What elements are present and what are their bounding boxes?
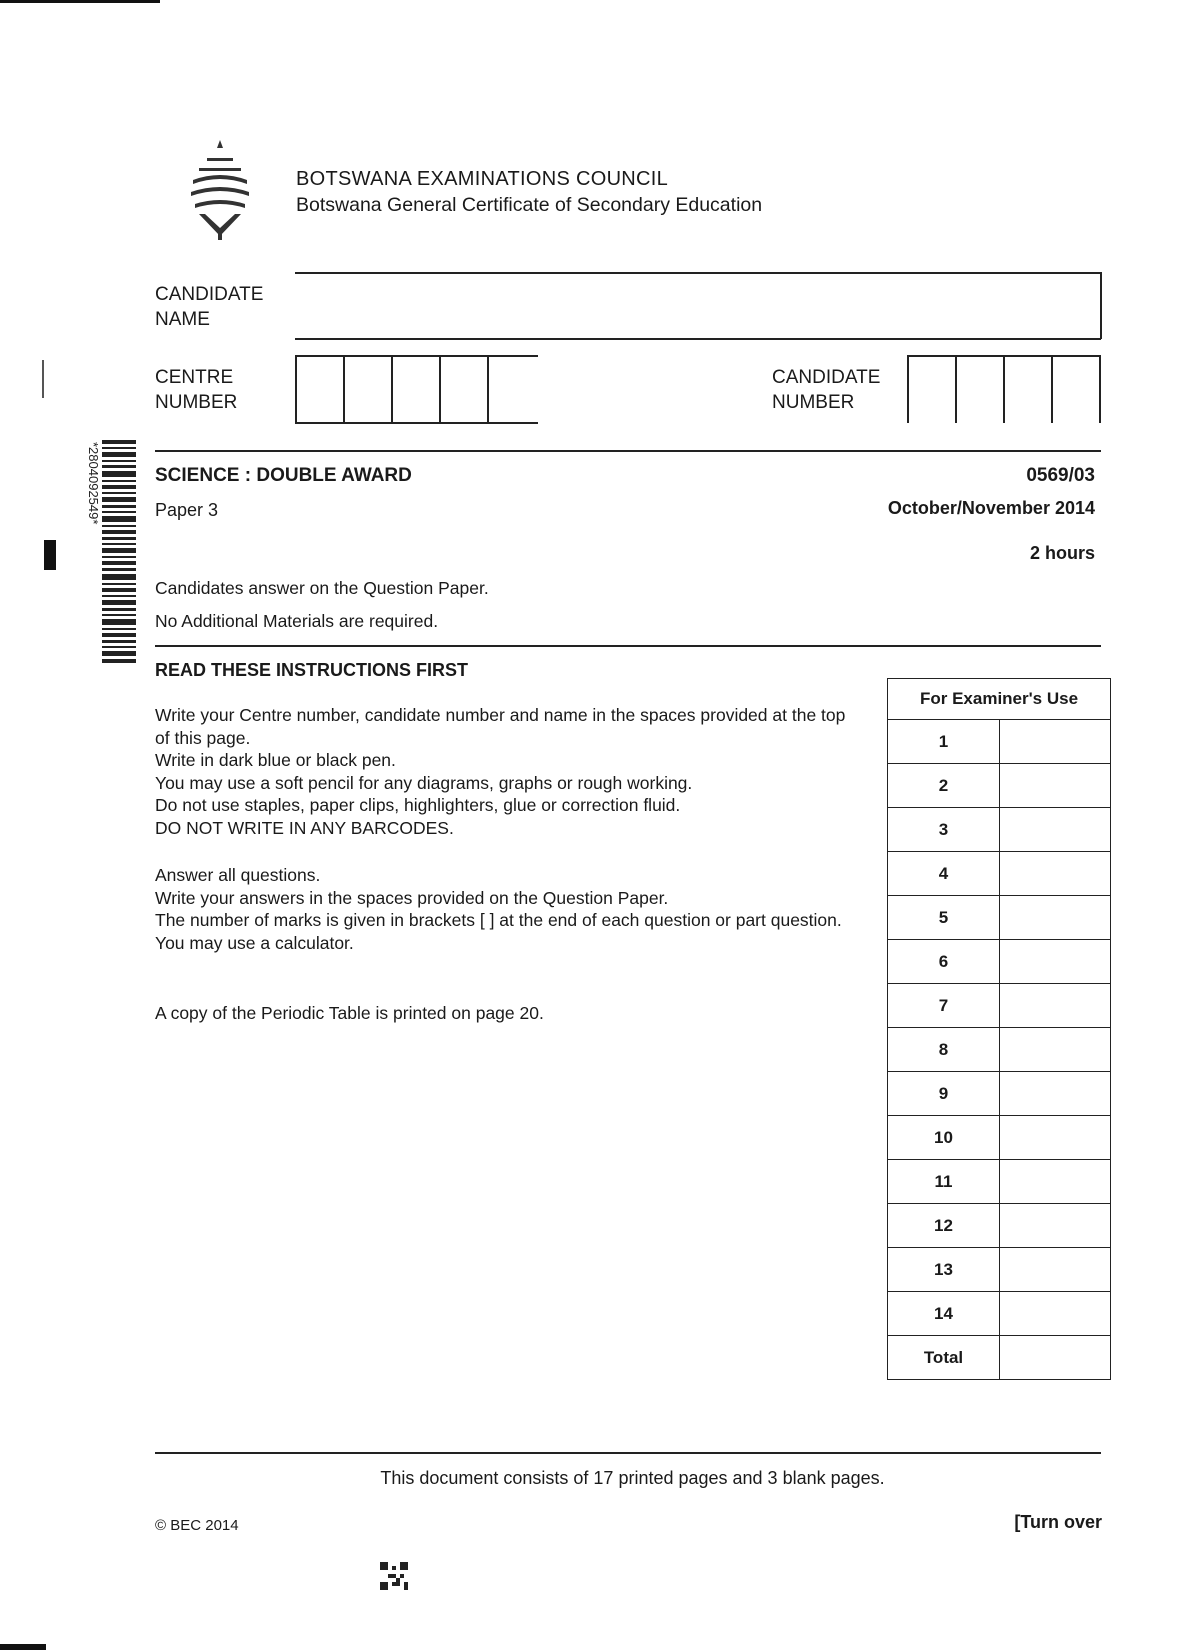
- divider-middle: [155, 645, 1101, 647]
- question-number: 14: [888, 1292, 1000, 1336]
- barcode-icon: [80, 440, 140, 665]
- qr-code-icon: [380, 1562, 408, 1590]
- table-row: [888, 1028, 1111, 1072]
- instruction-line: DO NOT WRITE IN ANY BARCODES.: [155, 817, 454, 838]
- table-row: [888, 720, 1111, 764]
- materials-note: No Additional Materials are required.: [155, 611, 439, 631]
- instruction-line: Answer all questions.: [155, 865, 321, 885]
- table-row: [888, 984, 1111, 1028]
- table-row: [888, 1072, 1111, 1116]
- table-row: [888, 1248, 1111, 1292]
- mark-cell[interactable]: [1000, 764, 1111, 808]
- candidate-name-label: CANDIDATE NAME: [155, 284, 264, 330]
- council-name: BOTSWANA EXAMINATIONS COUNCIL: [296, 168, 669, 190]
- mark-cell[interactable]: [1000, 896, 1111, 940]
- bec-logo-icon: [185, 140, 255, 245]
- question-number: 10: [888, 1116, 1000, 1160]
- examiner-table-title: For Examiner's Use: [888, 679, 1111, 720]
- instructions-block-3: [155, 1002, 855, 1025]
- mark-cell[interactable]: [1000, 1116, 1111, 1160]
- mark-cell[interactable]: [1000, 808, 1111, 852]
- question-number: 7: [888, 984, 1000, 1028]
- mark-cell[interactable]: [1000, 984, 1111, 1028]
- scan-tick: [42, 360, 44, 398]
- instructions-heading: READ THESE INSTRUCTIONS FIRST: [155, 660, 469, 680]
- question-number: 13: [888, 1248, 1000, 1292]
- total-cell[interactable]: [1000, 1336, 1111, 1380]
- centre-number-label: CENTRE NUMBER: [155, 367, 238, 413]
- table-row: [888, 940, 1111, 984]
- paper-number: Paper 3: [155, 500, 219, 520]
- mark-cell[interactable]: [1000, 940, 1111, 984]
- page-count-note: This document consists of 17 printed pages and 3 blank pages.: [380, 1468, 885, 1488]
- mark-cell[interactable]: [1000, 1248, 1111, 1292]
- mark-cell[interactable]: [1000, 1028, 1111, 1072]
- mark-cell[interactable]: [1000, 1160, 1111, 1204]
- instructions-block-2: [155, 864, 855, 954]
- question-number: 12: [888, 1204, 1000, 1248]
- answer-on-note: Candidates answer on the Question Paper.: [155, 578, 489, 598]
- exam-session: October/November 2014: [887, 498, 1095, 518]
- centre-number-boxes[interactable]: [295, 355, 538, 423]
- certificate-name: Botswana General Certificate of Secondary Education: [296, 194, 763, 216]
- question-number: 6: [888, 940, 1000, 984]
- instruction-line: Write in dark blue or black pen.: [155, 750, 396, 770]
- divider-top: [155, 450, 1101, 452]
- candidate-number-label: CANDIDATE NUMBER: [772, 367, 881, 413]
- exam-duration: 2 hours: [1029, 543, 1095, 563]
- instruction-line: You may use a calculator.: [155, 932, 354, 953]
- mark-cell[interactable]: [1000, 1204, 1111, 1248]
- table-row: [888, 1116, 1111, 1160]
- table-row: [888, 808, 1111, 852]
- instruction-line: Do not use staples, paper clips, highlighters, glue or correction fluid.: [155, 795, 681, 815]
- scan-edge-top: [0, 0, 160, 3]
- question-number: 8: [888, 1028, 1000, 1072]
- table-row: [888, 852, 1111, 896]
- turn-over: [Turn over: [1014, 1512, 1102, 1532]
- mark-cell[interactable]: [1000, 1292, 1111, 1336]
- question-number: 3: [888, 808, 1000, 852]
- instruction-line: Write your Centre number, candidate number and name in the spaces provided at the top of this page.: [155, 705, 846, 748]
- instruction-line: You may use a soft pencil for any diagrams, graphs or rough working.: [155, 772, 693, 793]
- table-row: [888, 1204, 1111, 1248]
- divider-bottom: [155, 1452, 1101, 1454]
- instruction-line: Write your answers in the spaces provided on the Question Paper.: [155, 887, 669, 908]
- paper-code: 0569/03: [1026, 465, 1095, 486]
- question-number: 9: [888, 1072, 1000, 1116]
- candidate-name-field[interactable]: [295, 272, 1101, 338]
- instruction-line: A copy of the Periodic Table is printed on page 20.: [155, 1003, 544, 1023]
- instructions-block-1: [155, 704, 855, 839]
- table-row: [888, 1292, 1111, 1336]
- scan-edge-bottom: [0, 1644, 46, 1650]
- question-number: 1: [888, 720, 1000, 764]
- question-number: 2: [888, 764, 1000, 808]
- question-number: 11: [888, 1160, 1000, 1204]
- copyright: © BEC 2014: [155, 1517, 239, 1534]
- total-label: Total: [888, 1336, 1000, 1380]
- scan-mark: [44, 540, 56, 570]
- mark-cell[interactable]: [1000, 720, 1111, 764]
- table-row: [888, 1160, 1111, 1204]
- table-row: [888, 896, 1111, 940]
- mark-cell[interactable]: [1000, 1072, 1111, 1116]
- instruction-line: The number of marks is given in brackets [ ] at the end of each question or part question.: [155, 910, 842, 930]
- question-number: 4: [888, 852, 1000, 896]
- question-number: 5: [888, 896, 1000, 940]
- candidate-number-boxes[interactable]: [907, 355, 1101, 423]
- barcode-text: *2804092549*: [86, 442, 101, 525]
- subject-title: SCIENCE : DOUBLE AWARD: [155, 465, 412, 486]
- table-row: [888, 1336, 1111, 1380]
- mark-cell[interactable]: [1000, 852, 1111, 896]
- table-row: [888, 764, 1111, 808]
- examiner-use-table: [887, 678, 1111, 1380]
